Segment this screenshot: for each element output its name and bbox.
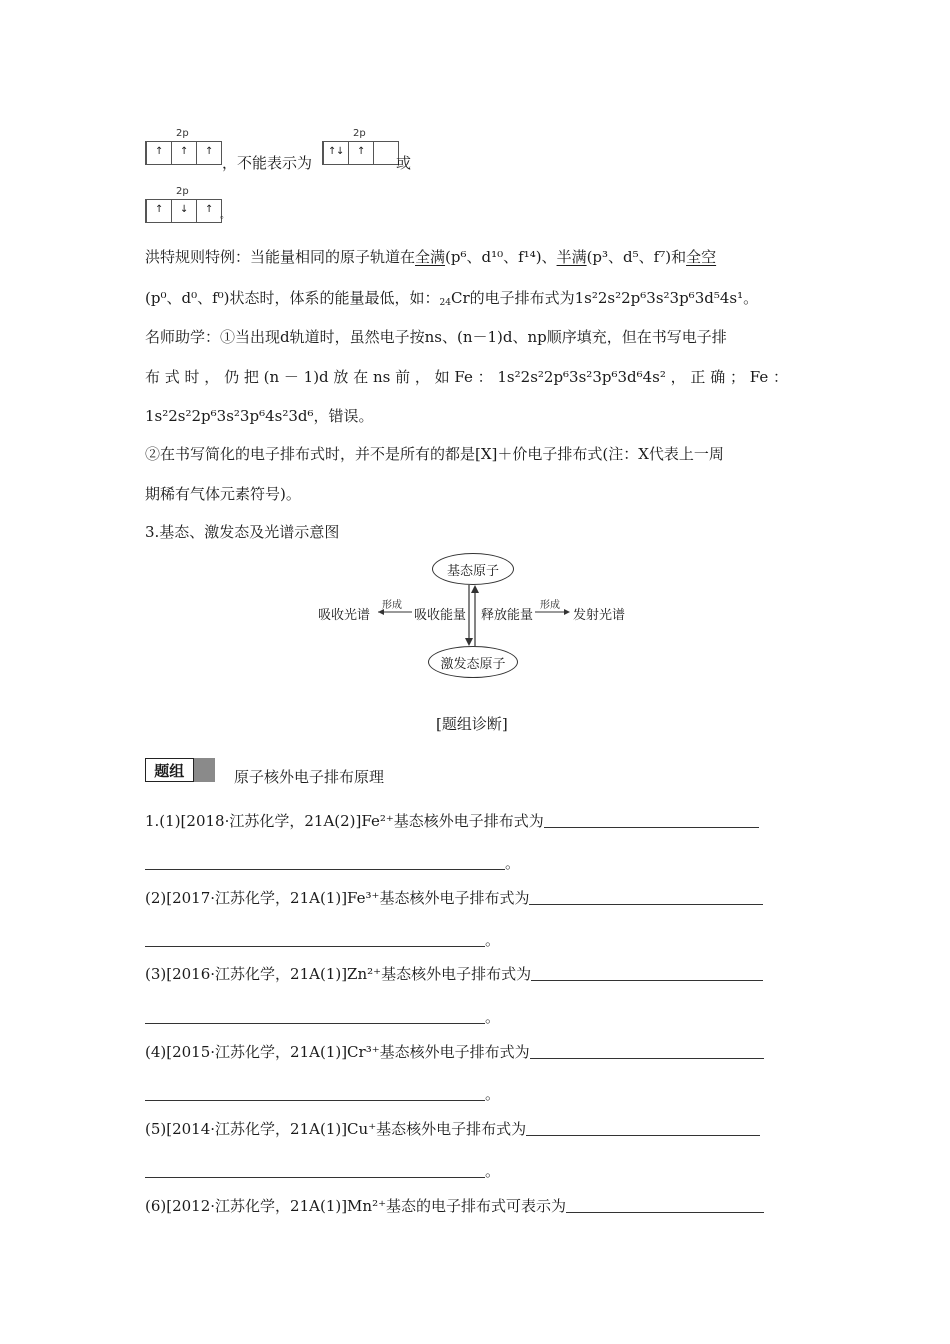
question-5 xyxy=(145,1118,760,1139)
ground-state-label: 基态原子 xyxy=(446,563,499,579)
or-text: 或 xyxy=(396,154,412,172)
answer-blank[interactable] xyxy=(145,855,505,870)
question-end: 。 xyxy=(485,1008,501,1026)
up-arrow-icon: ↑ xyxy=(155,204,164,215)
question-text: (6)[2012·江苏化学，21A(1)]Mn²⁺基态的电子排布式可表示为 xyxy=(145,1197,567,1215)
answer-blank[interactable] xyxy=(145,1163,485,1178)
form-left-label: 形成 xyxy=(382,600,402,611)
tip-line-4: ②在书写简化的电子排布式时，并不是所有的都是[X]＋价电子排布式(注：X代表上一周 xyxy=(145,445,724,463)
question-text: 1.(1)[2018·江苏化学，21A(2)]Fe²⁺基态核外电子排布式为 xyxy=(145,812,544,830)
right-arrow-head xyxy=(564,609,570,615)
section-3-heading: 3.基态、激发态及光谱示意图 xyxy=(145,523,340,541)
answer-blank[interactable] xyxy=(544,813,759,828)
down-arrow-icon: ↓ xyxy=(336,146,345,157)
question-6 xyxy=(145,1195,764,1216)
absorption-spectrum-label: 吸收光谱 xyxy=(318,608,371,623)
orbital-label: 2p xyxy=(176,186,189,197)
question-text: (3)[2016·江苏化学，21A(1)]Zn²⁺基态核外电子排布式为 xyxy=(145,965,532,983)
answer-blank[interactable] xyxy=(526,1121,760,1136)
question-3 xyxy=(145,963,763,984)
half-detail: (p³、d⁵、f⁷)和 xyxy=(586,248,687,266)
emission-spectrum-label: 发射光谱 xyxy=(573,608,626,623)
question-end: 。 xyxy=(505,854,521,872)
up-arrow-icon: ↑ xyxy=(328,146,337,157)
tip-line-5: 期稀有气体元素符号)。 xyxy=(145,485,301,503)
half-term: 半满 xyxy=(556,248,587,266)
cannot-text: ，不能表示为 xyxy=(222,154,313,172)
cr-config: Cr的电子排布式为1s²2s²2p⁶3s²3p⁶3d⁵4s¹。 xyxy=(450,289,759,307)
tip-line-2: 布 式 时 ， 仍 把 (n － 1)d 放 在 ns 前 ， 如 Fe ： 1s²2s²2p⁶3s²3p⁶3d⁶4s² ， 正 确 ； Fe ： xyxy=(145,368,788,386)
tip-line-1: 名师助学：①当出现d轨道时，虽然电子按ns、(n－1)d、np顺序填充，但在书写电子排 xyxy=(145,328,727,346)
up-arrow-icon: ↑ xyxy=(205,204,214,215)
down-arrow-head xyxy=(465,638,473,646)
form-right-label: 形成 xyxy=(540,600,560,611)
cr-atomic-number: 24 xyxy=(439,298,451,308)
answer-blank[interactable] xyxy=(566,1198,764,1213)
question-2 xyxy=(145,887,763,908)
up-arrow-icon: ↑ xyxy=(205,146,214,157)
hund-prefix: 洪特规则特例：当能量相同的原子轨道在 xyxy=(145,248,416,266)
diagnosis-heading: [题组诊断] xyxy=(436,715,508,733)
release-energy-label: 释放能量 xyxy=(481,608,534,623)
question-text: (4)[2015·江苏化学，21A(1)]Cr³⁺基态核外电子排布式为 xyxy=(145,1043,530,1061)
up-arrow-head xyxy=(471,585,479,593)
group-badge xyxy=(145,758,215,780)
up-arrow-icon: ↑ xyxy=(180,146,189,157)
absorb-energy-label: 吸收能量 xyxy=(414,608,467,623)
up-arrow-icon: ↑ xyxy=(357,146,366,157)
full-term: 全满 xyxy=(415,248,446,266)
group-badge-shade xyxy=(194,758,215,782)
question-text: (2)[2017·江苏化学，21A(1)]Fe³⁺基态核外电子排布式为 xyxy=(145,889,530,907)
answer-blank[interactable] xyxy=(531,966,763,981)
full-detail: (p⁶、d¹⁰、f¹⁴)、 xyxy=(445,248,557,266)
question-end: 。 xyxy=(485,1162,501,1180)
question-text: (5)[2014·江苏化学，21A(1)]Cu⁺基态核外电子排布式为 xyxy=(145,1120,527,1138)
question-1 xyxy=(145,810,759,831)
group-title: 原子核外电子排布原理 xyxy=(234,768,385,786)
answer-blank[interactable] xyxy=(145,1086,485,1101)
question-1-cont xyxy=(145,852,520,873)
question-end: 。 xyxy=(485,1085,501,1103)
answer-blank[interactable] xyxy=(145,1009,485,1024)
orbital-label: 2p xyxy=(176,128,189,139)
question-end: 。 xyxy=(485,931,501,949)
end-mark: 。 xyxy=(220,210,230,221)
empty-term: 全空 xyxy=(686,248,717,266)
answer-blank[interactable] xyxy=(529,890,763,905)
question-2-cont xyxy=(145,929,500,950)
orbital-label: 2p xyxy=(353,128,366,139)
question-4 xyxy=(145,1041,764,1062)
excited-state-label: 激发态原子 xyxy=(440,656,506,672)
answer-blank[interactable] xyxy=(145,932,485,947)
tip-line-3: 1s²2s²2p⁶3s²3p⁶4s²3d⁶，错误。 xyxy=(145,407,374,425)
group-badge-label: 题组 xyxy=(145,758,194,782)
answer-blank[interactable] xyxy=(530,1044,764,1059)
question-4-cont xyxy=(145,1083,500,1104)
question-3-cont xyxy=(145,1006,500,1027)
down-arrow-icon: ↓ xyxy=(180,204,189,215)
hund-line2: (p⁰、d⁰、f⁰)状态时，体系的能量最低，如： xyxy=(145,289,440,307)
up-arrow-icon: ↑ xyxy=(155,146,164,157)
question-5-cont xyxy=(145,1160,500,1181)
